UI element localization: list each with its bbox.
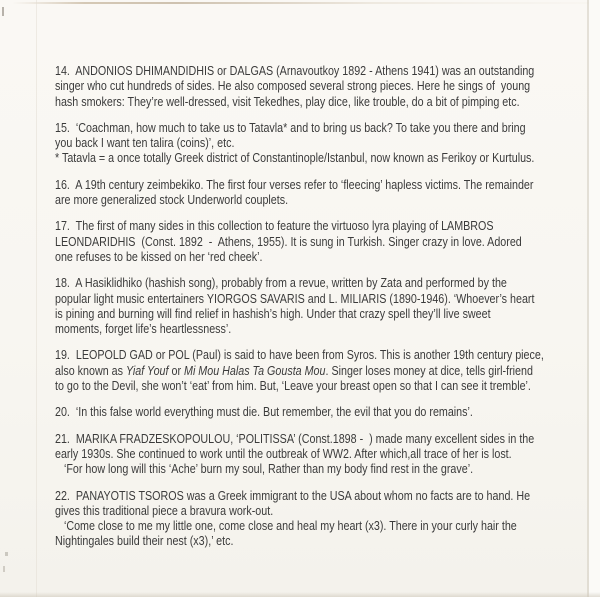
note-line: to go to the Devil, she won’t ‘eat’ from him. But, ‘Leave your breast open so that I can see it tremble’. — [55, 378, 531, 394]
note-line: 20. ‘In this false world everything must die. But remember, the evil that you do remains’. — [55, 404, 473, 420]
note-lyric-line: ‘Come close to me my little one, come close and heal my heart (x3). There in your curly hair the — [55, 518, 517, 534]
note-22 — [55, 488, 565, 549]
scan-speck — [2, 7, 4, 16]
note-line: are more generalized stock Underworld couplets. — [55, 192, 289, 208]
note-line: 17. The first of many sides in this collection to feature the virtuoso lyra playing of LAMBROS — [55, 218, 494, 234]
song-title-italic: Mi Mou Halas Ta Gousta Mou — [184, 362, 326, 378]
note-line: 16. A 19th century zeimbekiko. The first four verses refer to ‘fleecing’ hapless victims. The remainder — [55, 176, 534, 192]
note-16 — [55, 177, 565, 208]
note-line: 22. PANAYOTIS TSOROS was a Greek immigrant to the USA about whom no facts are to hand. He — [55, 487, 531, 503]
scan-crease-left — [36, 0, 37, 597]
note-line: 15. ‘Coachman, how much to take us to Tatavla* and to bring us back? To take you there and bring — [55, 119, 526, 135]
note-line: popular light music entertainers YIORGOS SAVARIS and L. MILIARIS (1890-1946). ‘Whoever’s heart — [55, 290, 535, 306]
note-18 — [55, 275, 565, 336]
scan-crease-right — [587, 0, 589, 597]
note-line: you back I want ten talira (coins)’, etc. — [55, 135, 235, 151]
text-run: also known as — [55, 362, 126, 378]
scan-speck — [3, 566, 5, 572]
note-line: 19. LEOPOLD GAD or POL (Paul) is said to have been from Syros. This is another 19th century piece, — [55, 347, 544, 363]
note-lyric-line: ‘For how long will this ‘Ache’ burn my soul, Rather than my body find rest in the grave’. — [55, 461, 474, 477]
note-line: 14. ANDONIOS DHIMANDIDHIS or DALGAS (Arnavoutkoy 1892 - Athens 1941) was an outstanding — [55, 63, 535, 78]
note-14 — [55, 63, 565, 109]
scan-speck — [5, 552, 8, 556]
liner-notes-text — [55, 63, 565, 560]
note-line: 18. A Hasiklidhiko (hashish song), probably from a revue, written by Zata and performed by the — [55, 275, 507, 291]
note-line: is pining and burning will find relief in hashish’s high. Under that crazy spell they’ll live sweet — [55, 305, 491, 321]
note-line: one refuses to be kissed on her ‘red cheek’. — [55, 248, 263, 264]
note-line: hash smokers: They’re well-dressed, visit Tekedhes, play dice, like trouble, do a bit of pimping etc. — [55, 93, 520, 109]
text-run: . Singer loses money at dice, tells girl-friend — [325, 362, 533, 378]
song-title-italic: Yiaf Youf — [125, 362, 169, 378]
scan-edge-top — [0, 2, 600, 4]
note-line: moments, forget life’s heartlessness’. — [55, 321, 232, 337]
note-line: singer who cut hundreds of sides. He also composed several strong pieces. Here he sings of young — [55, 78, 531, 94]
note-17 — [55, 218, 565, 264]
note-line: 21. MARIKA FRADZESKOPOULOU, ‘POLITISSA’ (Const.1898 - ) made many excellent sides in the — [55, 430, 535, 446]
note-footnote-line: * Tatavla = a once totally Greek district of Constantinople/Istanbul, now known as Ferikoy or Kurtulus. — [55, 150, 535, 166]
scan-margin-right — [589, 0, 600, 597]
note-21 — [55, 431, 565, 477]
note-lyric-line: Nightingales build their nest (x3),’ etc. — [55, 533, 234, 549]
note-line — [55, 363, 565, 378]
note-line: gives this traditional piece a bravura work-out. — [55, 502, 274, 518]
note-line: LEONDARIDHIS (Const. 1892 - Athens, 1955). It is sung in Turkish. Singer crazy in love. Adored — [55, 233, 522, 249]
note-20 — [55, 404, 565, 419]
text-run: or — [168, 362, 185, 378]
note-19 — [55, 347, 565, 393]
note-15 — [55, 120, 565, 166]
scan-edge-bottom — [0, 592, 600, 597]
note-line: early 1930s. She continued to work until the outbreak of WW2. After which,all trace of her is lost. — [55, 445, 512, 461]
